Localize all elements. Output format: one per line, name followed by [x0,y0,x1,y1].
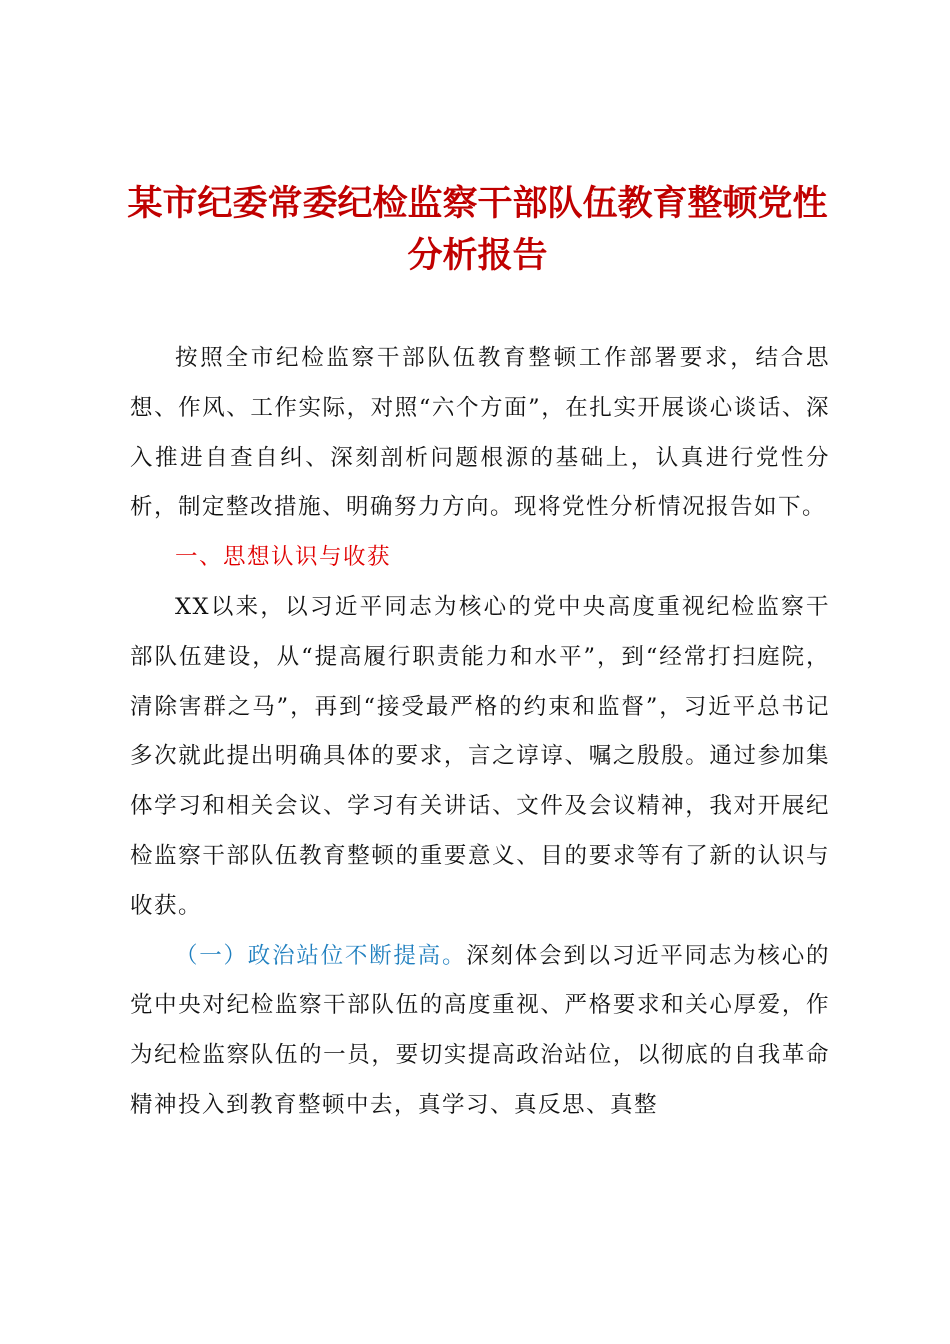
document-title [120,178,835,282]
document-title-line-1: 某市纪委常委纪检监察干部队伍教育整顿党性 [127,184,828,224]
subsection-1-paragraph [130,932,830,1131]
subsection-heading-1: （一）政治站位不断提高。 [175,942,467,969]
section-1-paragraph: XX以来，以习近平同志为核心的党中央高度重视纪检监察干部队伍建设，从“提高履行职责能力和水平”，到“经常打扫庭院，清除害群之马”，再到“接受最严格的约束和监督”，习近平总书记多次就此提出明确具体的要求，言之谆谆、嘱之殷殷。通过参加集体学习和相关会议、学习有关讲话、文件及会议精神，我对开展纪检监察干部队伍教育整顿的重要意义、目的要求等有了新的认识与收获。 [130,593,830,919]
document-title-line-2: 分析报告 [407,236,548,276]
document-body [130,334,830,1131]
subsection-1-text: 深刻体会到以习近平同志为核心的党中央对纪检监察干部队伍的高度重视、严格要求和关心厚爱，作为纪检监察队伍的一员，要切实提高政治站位，以彻底的自我革命精神投入到教育整顿中去，真学习、真反思、真整 [130,942,830,1118]
section-heading-1: 一、思想认识与收获 [175,544,392,571]
intro-paragraph: 按照全市纪检监察干部队伍教育整顿工作部署要求，结合思想、作风、工作实际，对照“六个方面”，在扎实开展谈心谈话、深入推进自查自纠、深刻剖析问题根源的基础上，认真进行党性分析，制定整改措施、明确努力方向。现将党性分析情况报告如下。 [130,345,830,521]
